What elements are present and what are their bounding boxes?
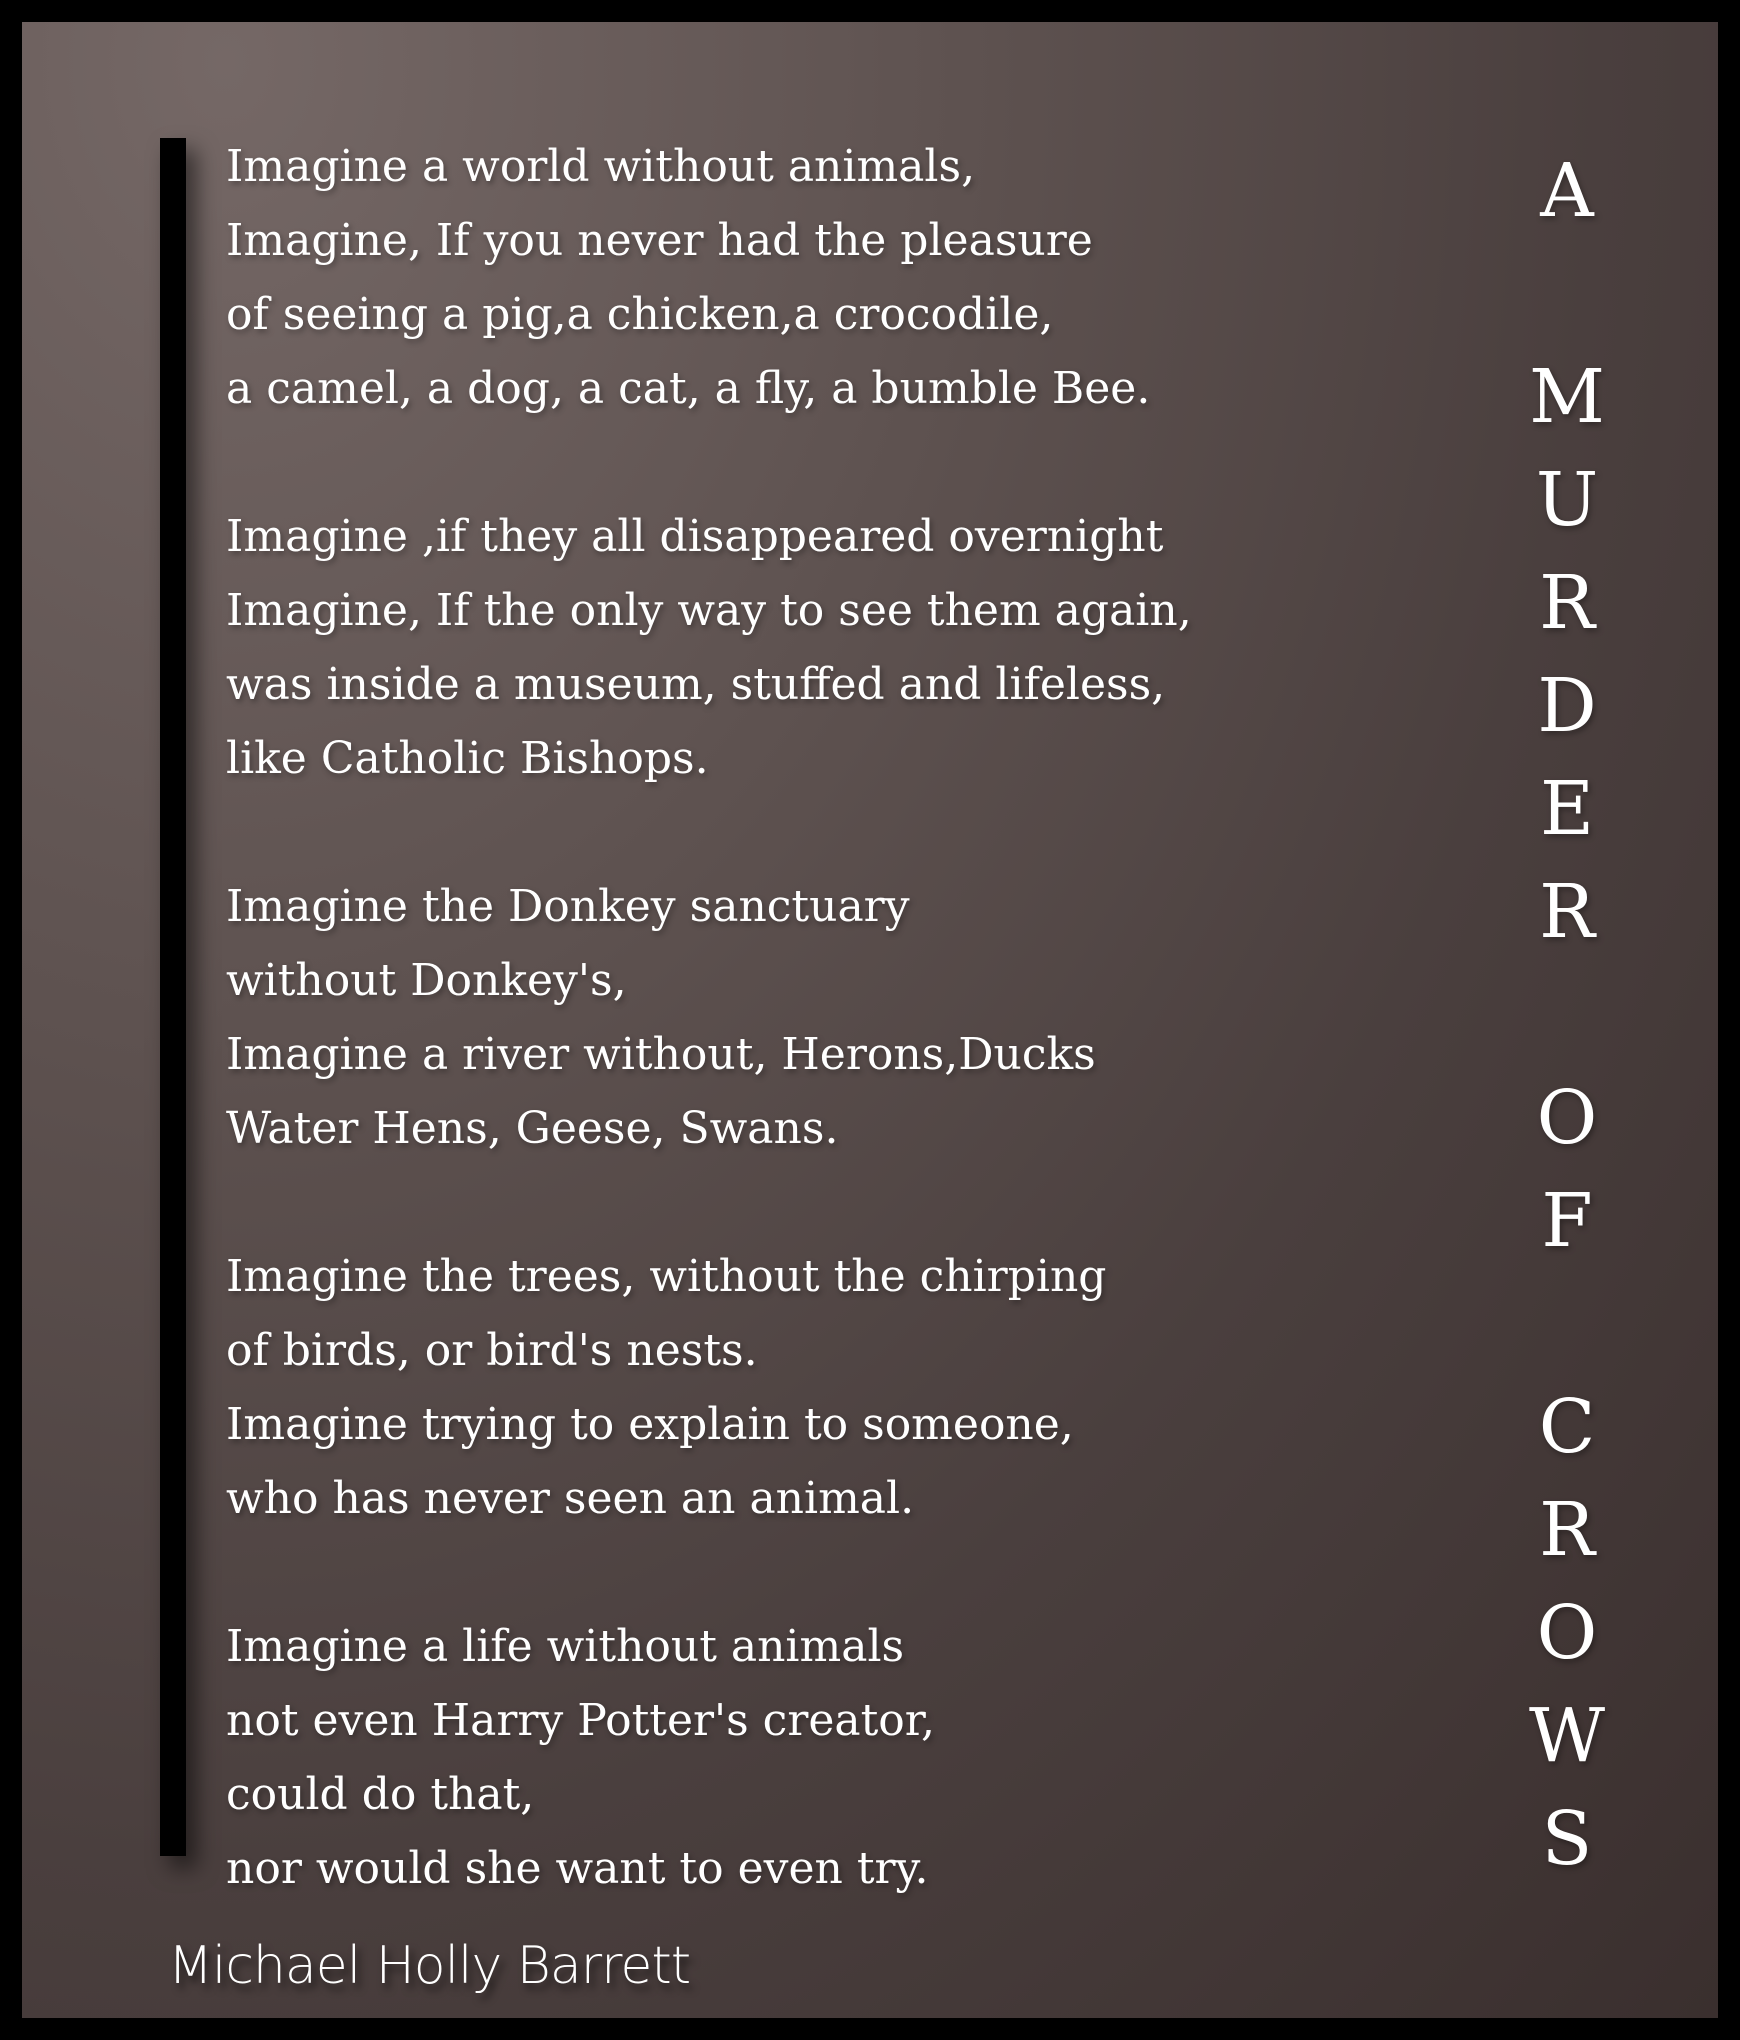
title-letter: R (1539, 560, 1595, 646)
title-letter: F (1541, 1178, 1593, 1264)
title-letter: O (1536, 1590, 1598, 1676)
title-letter: A (1540, 148, 1594, 234)
title-word-of (1502, 1067, 1632, 1273)
poem-line: Imagine a river without, Herons,Ducks (226, 1029, 1096, 1080)
poem-line: Imagine trying to explain to someone, (226, 1399, 1074, 1450)
poem-line: without Donkey's, (226, 955, 627, 1006)
vertical-accent-bar (160, 138, 186, 1856)
poem-line: a camel, a dog, a cat, a fly, a bumble Bee. (226, 363, 1151, 414)
author-signature: Michael Holly Barrett (168, 1936, 691, 1996)
title-letter: R (1539, 1487, 1595, 1573)
title-letter: W (1528, 1693, 1606, 1779)
poem-line: not even Harry Potter's creator, (226, 1695, 935, 1746)
poem-line: Imagine the trees, without the chirping (226, 1251, 1107, 1302)
title-letter: C (1538, 1384, 1596, 1470)
poem-card (22, 22, 1718, 2018)
poem-line: Water Hens, Geese, Swans. (226, 1103, 839, 1154)
title-word-crows (1502, 1376, 1632, 1891)
stanza-4 (226, 1240, 1326, 1536)
stanza-1 (226, 130, 1326, 426)
poem-line: Imagine, If you never had the pleasure (226, 215, 1093, 266)
poem-line: Imagine a life without animals (226, 1621, 905, 1672)
poem-line: of seeing a pig,a chicken,a crocodile, (226, 289, 1054, 340)
poem-line: Imagine the Donkey sanctuary (226, 881, 910, 932)
poem-line: was inside a museum, stuffed and lifeless, (226, 659, 1166, 710)
poem-line: Imagine a world without animals, (226, 141, 976, 192)
poem-line: could do that, (226, 1769, 535, 1820)
title-letter: O (1536, 1075, 1598, 1161)
title-letter: U (1535, 457, 1599, 543)
title-word-a (1502, 140, 1632, 243)
poem-line: nor would she want to even try. (226, 1843, 929, 1894)
title-letter: D (1537, 663, 1597, 749)
stanza-3 (226, 870, 1326, 1166)
stanza-5 (226, 1610, 1326, 1906)
title-letter: S (1541, 1796, 1593, 1882)
vertical-title (1502, 140, 1632, 1891)
stanza-2 (226, 500, 1326, 796)
poem-line: who has never seen an animal. (226, 1473, 915, 1524)
poem-line: Imagine ,if they all disappeared overnight (226, 511, 1164, 562)
poem-line: Imagine, If the only way to see them again, (226, 585, 1192, 636)
title-word-murder (1502, 346, 1632, 964)
title-letter: M (1529, 354, 1605, 440)
poem-body (226, 130, 1326, 1906)
poem-line: like Catholic Bishops. (226, 733, 709, 784)
poem-line: of birds, or bird's nests. (226, 1325, 758, 1376)
title-letter: R (1539, 869, 1595, 955)
title-letter: E (1539, 766, 1595, 852)
